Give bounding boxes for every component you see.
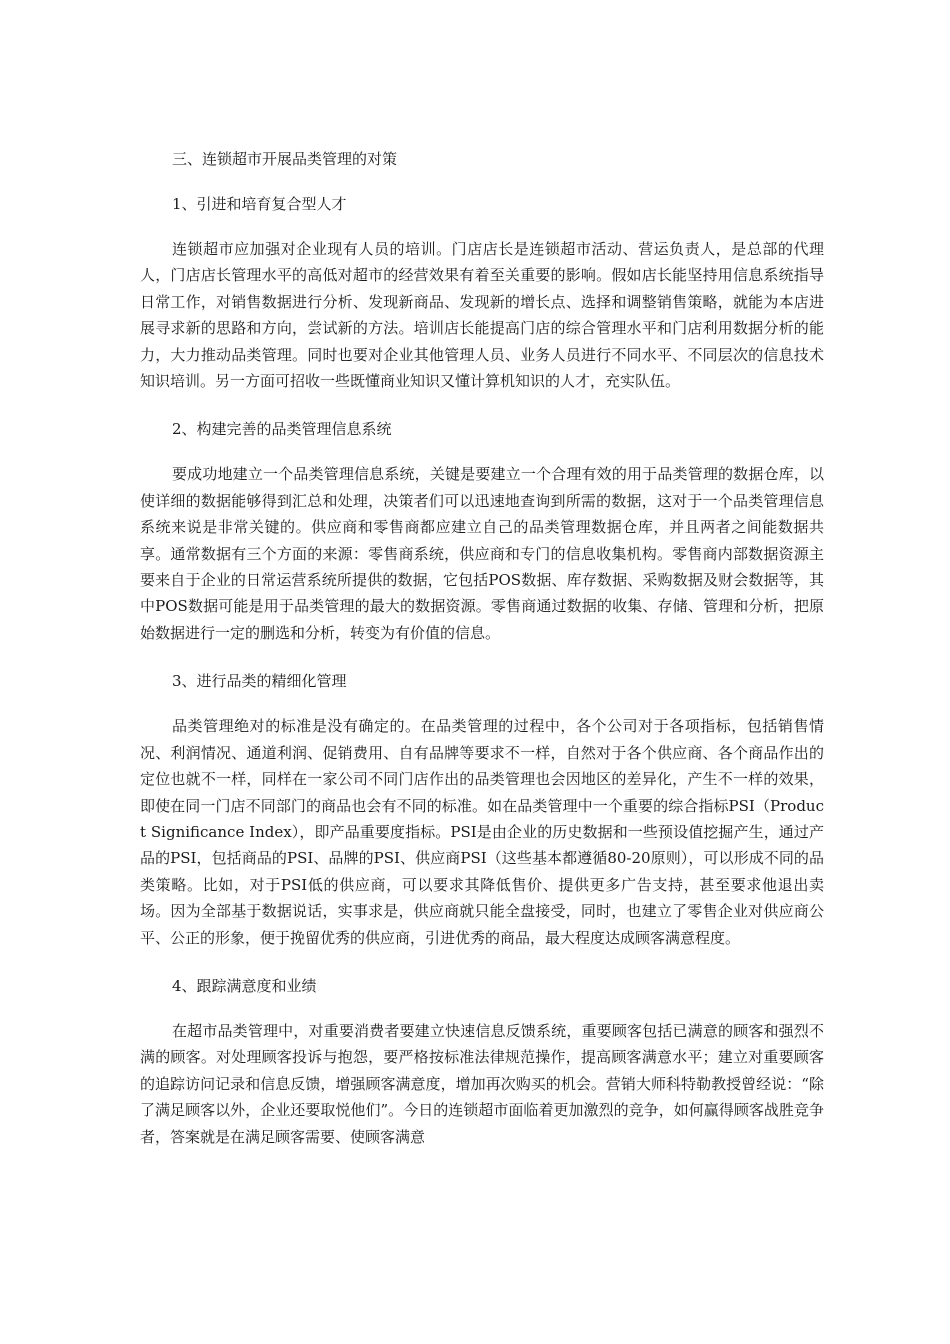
item-heading-4: 4、跟踪满意度和业绩 xyxy=(172,976,317,995)
item-paragraph-1: 连锁超市应加强对企业现有人员的培训。门店店长是连锁超市活动、营运负责人，是总部的代理人，门店店长管理水平的高低对超市的经营效果有着至关重要的影响。假如店长能坚持用信息系统指导日常工作，对销售数据进行分析、发现新商品、发现新的增长点、选择和调整销售策略，就能为本店进展寻求新的思路和方向，尝试新的方法。培训店长能提高门店的综合管理水平和门店利用数据分析的能力，大力推动品类管理。同时也要对企业其他管理人员、业务人员进行不同水平、不同层次的信息技术知识培训。另一方面可招收一些既懂商业知识又懂计算机知识的人才，充实队伍。 xyxy=(140,240,824,391)
item-heading-2: 2、构建完善的品类管理信息系统 xyxy=(172,420,392,439)
spacer xyxy=(140,394,824,416)
item-paragraph-4: 在超市品类管理中，对重要消费者要建立快速信息反馈系统，重要顾客包括已满意的顾客和强烈不满的顾客。对处理顾客投诉与抱怨，要严格按标准法律规范操作，提高顾客满意水平；建立对重要顾客的追踪访问记录和信息反馈，增强顾客满意度，增加再次购买的机会。营销大师科特勒教授曾经说：“除了满足顾客以外，企业还要取悦他们”。今日的连锁超市面临着更加激烈的竞争，如何赢得顾客战胜竞争者，答案就是在满足顾客需要、使顾客满意 xyxy=(140,1021,824,1146)
document-body xyxy=(140,146,824,1150)
section-title: 三、连锁超市开展品类管理的对策 xyxy=(172,150,398,168)
item-paragraph-3: 品类管理绝对的标准是没有确定的。在品类管理的过程中，各个公司对于各项指标，包括销售情况、利润情况、通道利润、促销费用、自有品牌等要求不一样，自然对于各个供应商、各个商品作出的定位也就不一样，同样在一家公司不同门店作出的品类管理也会因地区的差异化，产生不一样的效果，即使在同一门店不同部门的商品也会有不同的标准。如在品类管理中一个重要的综合指标PSI（Product Significance Index），即产品重要度指标。PSI是由企业的历史数据和一些预设值挖掘产生，通过产品的PSI，包括商品的PSI、品牌的PSI、供应商PSI（这些基本都遵循80-20原则），可以形成不同的品类策略。比如，对于PSI低的供应商，可以要求其降低售价、提供更多广告支持，甚至要求他退出卖场。因为全部基于数据说话，实事求是，供应商就只能全盘接受，同时，也建立了零售企业对供应商公平、公正的形象，便于挽留优秀的供应商，引进优秀的商品，最大程度达成顾客满意程度。 xyxy=(140,717,824,947)
spacer xyxy=(140,694,824,713)
spacer xyxy=(140,999,824,1018)
spacer xyxy=(140,442,824,461)
item-heading-3: 3、进行品类的精细化管理 xyxy=(172,672,347,691)
spacer xyxy=(140,646,824,668)
item-heading-1: 1、引进和培育复合型人才 xyxy=(172,195,347,213)
spacer xyxy=(140,951,824,973)
spacer xyxy=(140,217,824,236)
spacer xyxy=(140,172,824,191)
item-paragraph-2: 要成功地建立一个品类管理信息系统，关键是要建立一个合理有效的用于品类管理的数据仓库，以使详细的数据能够得到汇总和处理，决策者们可以迅速地查询到所需的数据，这对于一个品类管理信息系统来说是非常关键的。供应商和零售商都应建立自己的品类管理数据仓库，并且两者之间能数据共享。通常数据有三个方面的来源：零售商系统，供应商和专门的信息收集机构。零售商内部数据资源主要来自于企业的日常运营系统所提供的数据，它包括POS数据、库存数据、采购数据及财会数据等，其中POS数据可能是用于品类管理的最大的数据资源。零售商通过数据的收集、存储、管理和分析，把原始数据进行一定的删选和分析，转变为有价值的信息。 xyxy=(140,465,824,642)
